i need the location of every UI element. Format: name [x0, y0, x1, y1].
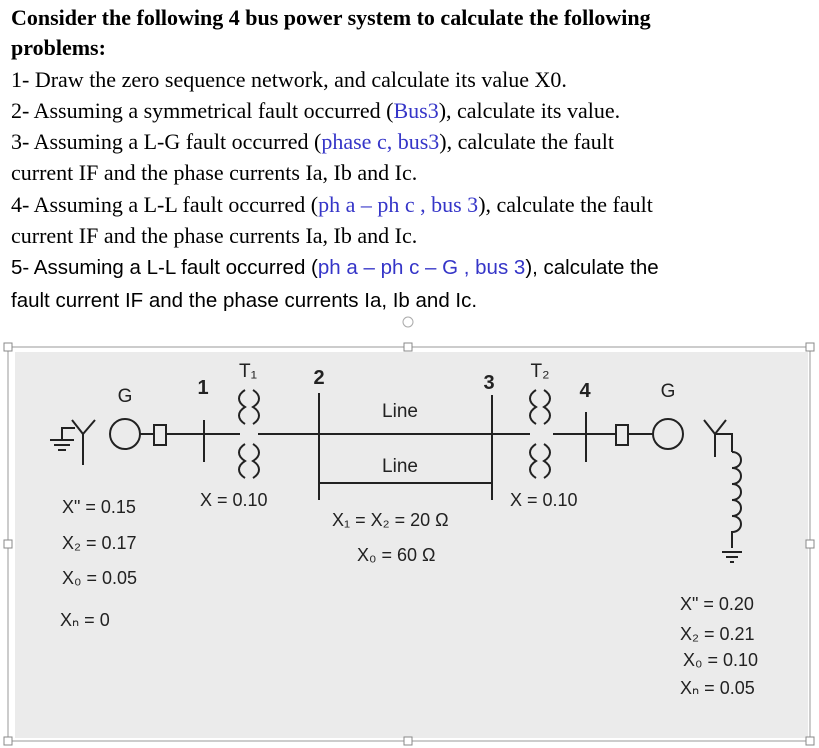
line-x1-x2: X₁ = X₂ = 20 Ω	[332, 510, 449, 530]
problem-text: ), calculate the fault	[439, 129, 614, 154]
fault-location: ph a – ph c – G , bus 3	[317, 256, 526, 279]
gen-left-xn: Xₙ = 0	[60, 610, 110, 630]
problem-text: ), calculate the fault	[478, 192, 653, 217]
fault-location: phase c, bus3	[321, 129, 440, 154]
heading-line-1: Consider the following 4 bus power system to calculate the following	[11, 5, 651, 30]
fault-location: Bus3	[393, 98, 439, 123]
gen-left-x2: X₂ = 0.17	[62, 533, 137, 553]
problem-text: 2- Assuming a symmetrical fault occurred (	[11, 98, 394, 123]
problem-3-cont: current IF and the phase currents Ia, Ib and Ic.	[11, 160, 418, 185]
line-2-label: Line	[382, 456, 418, 477]
bus-4-label: 4	[579, 380, 591, 402]
problem-4-cont: current IF and the phase currents Ia, Ib and Ic.	[11, 223, 418, 248]
problem-text: ), calculate the	[525, 256, 659, 279]
gen-right-x2: X₂ = 0.21	[680, 624, 755, 644]
gen-right-label: G	[660, 381, 676, 402]
heading-line-2: problems:	[11, 35, 106, 60]
gen-left-x-subtransient: X" = 0.15	[62, 497, 136, 517]
gen-left-label: G	[117, 386, 133, 407]
problem-text: 3- Assuming a L-G fault occurred (	[11, 129, 322, 154]
problem-text: 4- Assuming a L-L fault occurred (	[11, 192, 319, 217]
problem-5-cont: fault current IF and the phase currents Ia, Ib and Ic.	[11, 289, 478, 312]
line-1-label: Line	[382, 401, 418, 422]
problem-text: 1- Draw the zero sequence network, and calculate its value X0.	[11, 67, 567, 92]
fault-location: ph a – ph c , bus 3	[318, 192, 479, 217]
problem-text: 5- Assuming a L-L fault occurred (	[11, 256, 318, 279]
gen-right-xn: Xₙ = 0.05	[680, 678, 755, 698]
t1-reactance: X = 0.10	[200, 490, 268, 510]
bus-2-label: 2	[313, 367, 325, 389]
gen-right-x0: X₀ = 0.10	[683, 650, 759, 670]
problem-text: ), calculate its value.	[438, 98, 621, 123]
bus-1-label: 1	[197, 377, 209, 399]
t2-reactance: X = 0.10	[510, 490, 578, 510]
gen-left-x0: X₀ = 0.05	[62, 568, 138, 588]
rotate-handle[interactable]	[403, 317, 413, 327]
gen-right-x-subtransient: X" = 0.20	[680, 594, 754, 614]
bus-3-label: 3	[483, 372, 495, 394]
t1-label: T₁	[238, 361, 258, 382]
line-x0: X₀ = 60 Ω	[357, 545, 436, 565]
t2-label: T₂	[530, 361, 550, 382]
